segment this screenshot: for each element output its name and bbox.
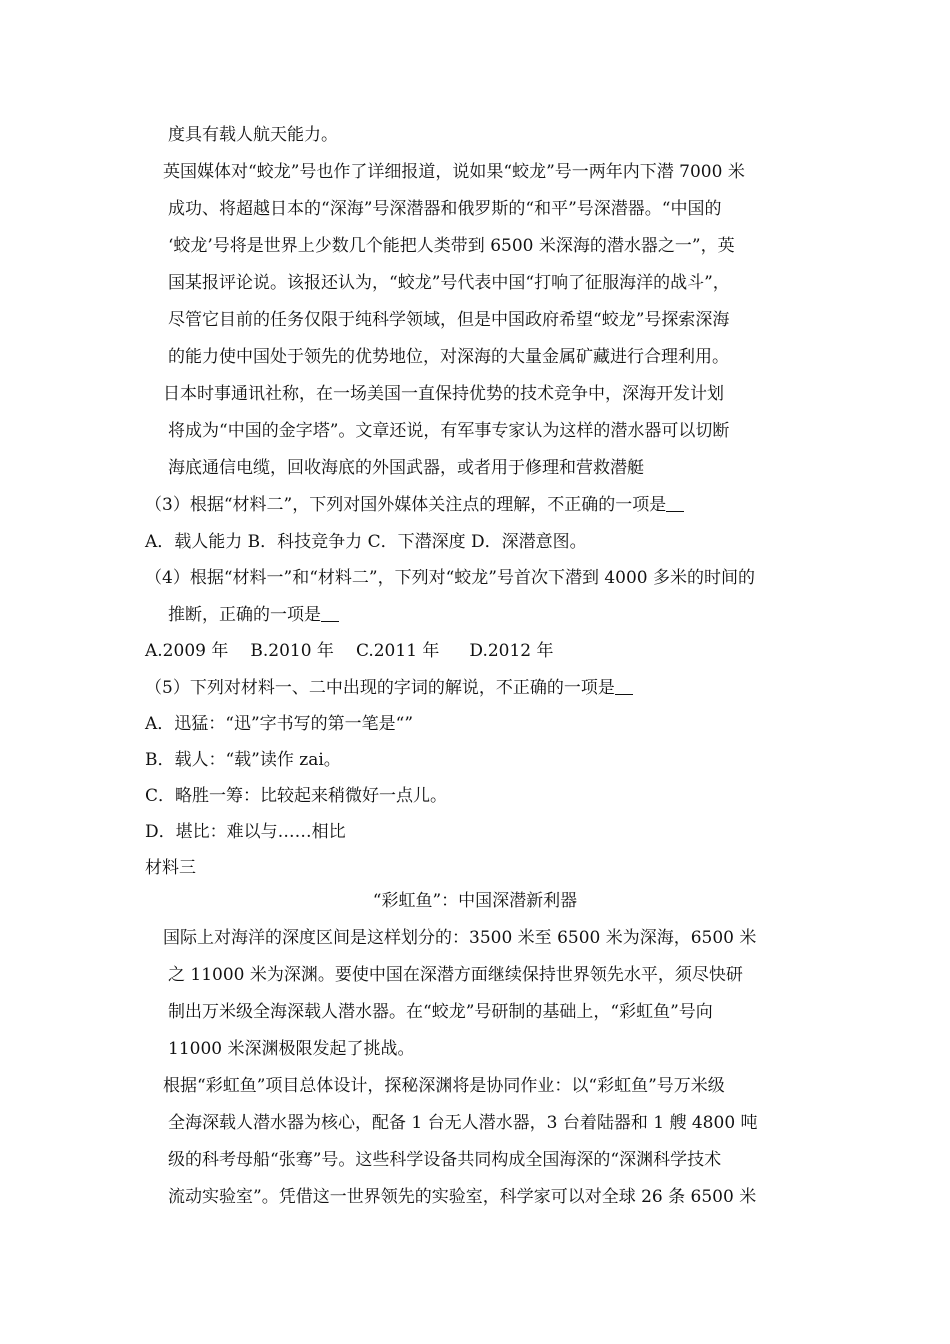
- question-5-option-c: C．略胜一筹：比较起来稍微好一点儿。: [145, 786, 448, 806]
- question-4-stem-line2: [168, 603, 339, 627]
- question-4-options: [145, 639, 554, 663]
- text-line: 英国媒体对“蛟龙”号也作了详细报道，说如果“蛟龙”号一两年内下潜 7000 米: [163, 162, 745, 182]
- material-3-label: 材料三: [145, 858, 196, 878]
- text-line: 将成为“中国的金字塔”。文章还说，有军事专家认为这样的潜水器可以切断: [168, 421, 730, 441]
- text-line: 根据“彩虹鱼”项目总体设计，探秘深渊将是协同作业：以“彩虹鱼”号万米级: [163, 1076, 725, 1096]
- question-5-option-b: B．载人：“载”读作 zai。: [145, 750, 341, 770]
- option-a: A.2009 年: [145, 641, 229, 661]
- answer-blank: [321, 605, 339, 622]
- question-3-options: A．载人能力 B．科技竞争力 C．下潜深度 D．深潜意图。: [145, 532, 587, 552]
- text-line: 制出万米级全海深载人潜水器。在“蛟龙”号研制的基础上，“彩虹鱼”号向: [168, 1002, 713, 1022]
- text-line: 全海深载人潜水器为核心，配备 1 台无人潜水器，3 台着陆器和 1 艘 4800 吨: [168, 1113, 758, 1133]
- question-3-stem: [145, 493, 684, 517]
- text-line: 海底通信电缆，回收海底的外国武器，或者用于修理和营救潜艇: [168, 458, 644, 478]
- text-line: 11000 米深渊极限发起了挑战。: [168, 1039, 415, 1059]
- text-line: 尽管它目前的任务仅限于纯科学领域，但是中国政府希望“蛟龙”号探索深海: [168, 310, 730, 330]
- text-line: 的能力使中国处于领先的优势地位，对深海的大量金属矿藏进行合理利用。: [168, 347, 729, 367]
- option-d: D.2012 年: [469, 641, 554, 661]
- question-4-stem-line1: （4）根据“材料一”和“材料二”，下列对“蛟龙”号首次下潜到 4000 多米的时间的: [145, 568, 756, 588]
- text-line: 之 11000 米为深渊。要使中国在深潜方面继续保持世界领先水平，须尽快研: [168, 965, 743, 985]
- question-5-text: （5）下列对材料一、二中出现的字词的解说，不正确的一项是: [145, 678, 615, 698]
- text-line: 国某报评论说。该报还认为，“蛟龙”号代表中国“打响了征服海洋的战斗”，: [168, 273, 730, 293]
- text-line: 流动实验室”。凭借这一世界领先的实验室，科学家可以对全球 26 条 6500 米: [168, 1187, 757, 1207]
- question-3-text: （3）根据“材料二”，下列对国外媒体关注点的理解，不正确的一项是: [145, 495, 667, 515]
- option-b: B.2010 年: [250, 641, 334, 661]
- question-4-text: 推断，正确的一项是: [168, 605, 321, 625]
- question-5-option-a: A．迅猛：“迅”字书写的第一笔是“”: [145, 714, 414, 734]
- text-line: 国际上对海洋的深度区间是这样划分的：3500 米至 6500 米为深海，6500 米: [163, 928, 757, 948]
- text-line: ‘蛟龙’号将是世界上少数几个能把人类带到 6500 米深海的潜水器之一”，英: [168, 236, 735, 256]
- text-line: 日本时事通讯社称，在一场美国一直保持优势的技术竞争中，深海开发计划: [163, 384, 724, 404]
- answer-blank: [615, 678, 633, 695]
- text-line: 度具有载人航天能力。: [168, 125, 338, 145]
- option-c: C.2011 年: [355, 641, 440, 661]
- answer-blank: [666, 495, 684, 512]
- text-line: 级的科考母船“张骞”号。这些科学设备共同构成全国海深的“深渊科学技术: [168, 1150, 722, 1170]
- material-3-title: “彩虹鱼”：中国深潜新利器: [372, 891, 578, 911]
- question-5-stem: [145, 676, 633, 700]
- text-line: 成功、将超越日本的“深海”号深潜器和俄罗斯的“和平”号深潜器。“中国的: [168, 199, 722, 219]
- question-5-option-d: D．堪比：难以与……相比: [145, 822, 346, 842]
